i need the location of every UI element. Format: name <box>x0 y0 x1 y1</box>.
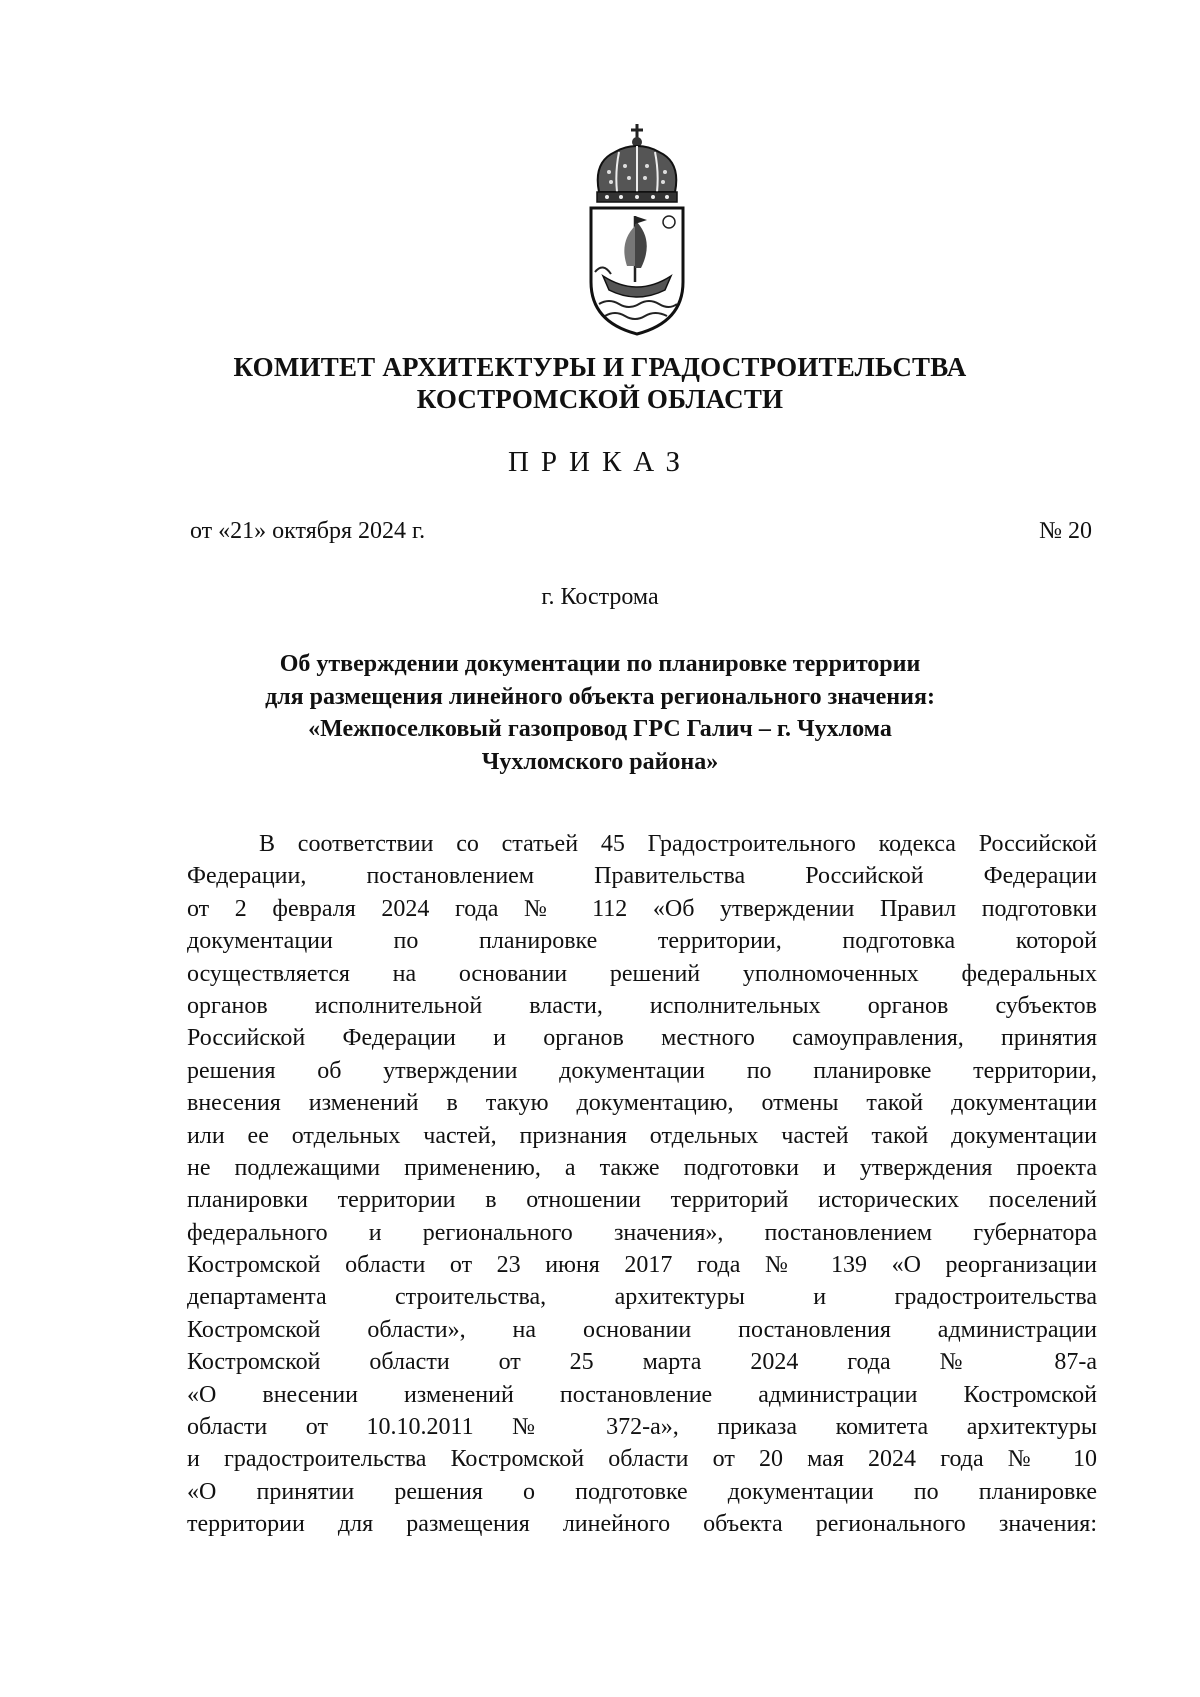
body-line: от 2 февраля 2024 года № 112 «Об утверждении Правил подготовки <box>187 895 1097 922</box>
body-line: не подлежащими применению, а также подготовки и утверждения проекта <box>187 1154 1097 1181</box>
body-line: и градостроительства Костромской области от 20 мая 2024 года № 10 <box>187 1446 1097 1473</box>
body-line: «О принятии решения о подготовке документации по планировке <box>187 1478 1097 1505</box>
document-number: № 20 <box>1039 518 1092 544</box>
body-line: осуществляется на основании решений уполномоченных федеральных <box>187 960 1097 987</box>
body-line: В соответствии со статьей 45 Градостроительного кодекса Российской <box>259 831 1097 857</box>
body-line: Костромской области от 23 июня 2017 года № 139 «О реорганизации <box>187 1252 1097 1279</box>
organization-name-line-2: КОСТРОМСКОЙ ОБЛАСТИ <box>416 384 784 414</box>
document-type: ПРИКАЗ <box>507 446 693 478</box>
body-line: документации по планировке территории, подготовка которой <box>187 928 1097 955</box>
document-date: от «21» октября 2024 г. <box>190 518 426 544</box>
body-line: департамента строительства, архитектуры и градостроительства <box>187 1284 1097 1311</box>
body-line: решения об утверждении документации по планировке территории, <box>187 1057 1097 1084</box>
body-line: территории для размещения линейного объекта регионального значения: <box>187 1511 1097 1538</box>
body-paragraph <box>187 828 1097 1541</box>
body-line: планировки территории в отношении территорий исторических поселений <box>187 1187 1097 1214</box>
document-title-line: «Межпоселковый газопровод ГРС Галич – г. Чухлома <box>308 716 892 742</box>
body-line: органов исполнительной власти, исполнительных органов субъектов <box>187 992 1097 1019</box>
body-line: федерального и регионального значения», постановлением губернатора <box>187 1219 1097 1246</box>
document-title-line: Чухломского района» <box>481 749 719 775</box>
body-line: Костромской области», на основании постановления администрации <box>187 1316 1097 1343</box>
kostroma-coat-of-arms-icon <box>585 122 689 336</box>
body-line: области от 10.10.2011 № 372-а», приказа комитета архитектуры <box>187 1414 1097 1441</box>
organization-name-line-1: КОМИТЕТ АРХИТЕКТУРЫ И ГРАДОСТРОИТЕЛЬСТВА <box>233 352 967 382</box>
body-line: Костромской области от 25 марта 2024 года № 87-а <box>187 1349 1097 1376</box>
body-line: Российской Федерации и органов местного самоуправления, принятия <box>187 1025 1097 1052</box>
body-line: Федерации, постановлением Правительства Российской Федерации <box>187 863 1097 890</box>
document-title-line: для размещения линейного объекта регионального значения: <box>265 684 935 710</box>
document-city: г. Кострома <box>541 584 659 610</box>
body-line: или ее отдельных частей, признания отдельных частей такой документации <box>187 1122 1097 1149</box>
body-line: внесения изменений в такую документацию, отмены такой документации <box>187 1090 1097 1117</box>
body-line: «О внесении изменений постановление администрации Костромской <box>187 1381 1097 1408</box>
document-title-line: Об утверждении документации по планировке территории <box>279 651 921 677</box>
